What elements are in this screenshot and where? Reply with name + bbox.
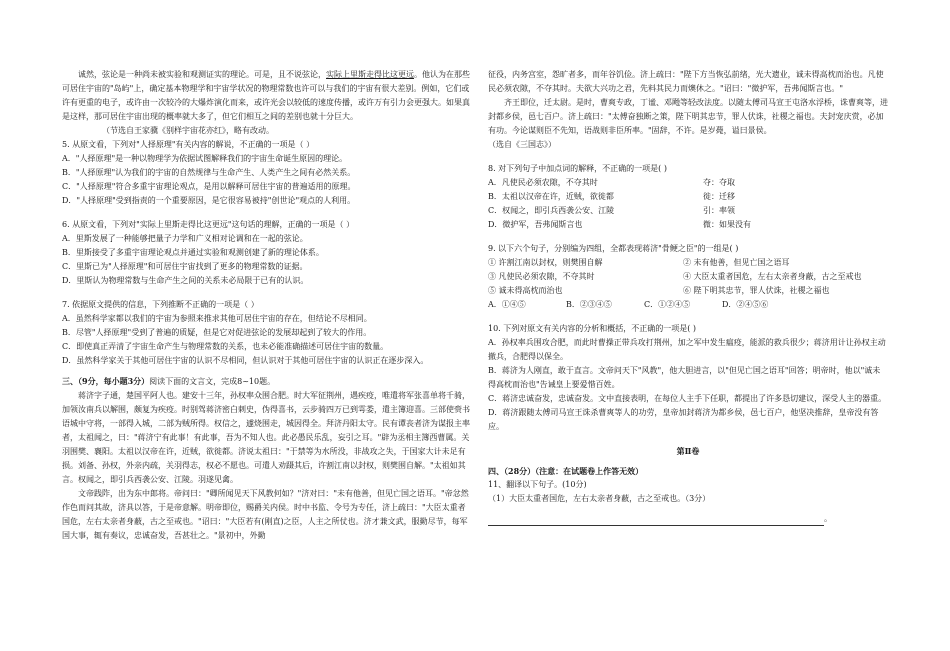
q10-option-c: C．蒋济忠诚奋发，忠诚奋发。文中直接表明，在每位人主手下任职，都提出了许多恳切建议，深受人主的器重。	[488, 394, 887, 403]
q10-stem: 10. 下列对原文有关内容的分析和概括，不正确的一项是( )	[488, 324, 697, 333]
q6-option-c: C．里斯已为"人择原理"和可居住宇宙找到了更多的物理常数的证据。	[62, 262, 308, 271]
q9-choices: A．①④⑤ B．②③④⑤ C．①②④⑤ D．②④⑤⑥	[488, 300, 769, 309]
q8-item-d: D．微护军，吾弗闻斯言也 微：如果没有	[488, 220, 751, 229]
q5-option-a: A．"人择原理"是一种以物理学为依据试图解释我们的宇宙生命诞生原因的理论。	[62, 154, 348, 163]
q5-option-c: C．"人择原理"符合多重宇宙理论观点，是用以解释可居住宇宙的普遍适用的原理。	[62, 182, 356, 191]
q11-stem: 11、翻译以下句子。(10分)	[488, 480, 587, 489]
classical-paragraph-1: 蒋济字子通，楚国平阿人也。建安十三年，孙权率众围合肥。时大军征荆州，遇疾疫，唯遣将军张喜单将千骑，加领汝南兵以解围，颇复为疾疫。时别驾蒋济密白刺史，伪得喜书，云步骑四万已到雩娄，遣主簿迎喜。三部使赍书语城中守将，一部得入城，二部为贼所得。权信之，遽烧围走，城因得全。拜济丹阳太守。民有谭丧者济为谋报主率者，太祖闻之，曰："蒋济宁有此事！有此事，吾为不知人也。此必愚民乐乱，妄引之耳。"辟为丞相主簿西曹属。关羽围樊、襄阳。太祖以汉帝在许，近贼，欲徙都。济说太祖曰："于禁等为水所没，非战攻之失，于国家大计未足有损。刘备、孙权，外亲内疏，关羽得志，权必不愿也。可遣人劝蹑其后，许割江南以封权，则樊围自解。"太祖如其言。权闻之，即引兵西袭公安、江陵。羽遂见禽。	[62, 391, 470, 484]
spacer	[488, 232, 888, 242]
q9-row-2: ③ 凡使民必须农隙，不夺其时 ④ 大臣太重者国危，左右太亲者身蔽，古之至戒也	[488, 272, 862, 281]
answer-line-row: 。	[488, 512, 888, 526]
section-4-heading: 四、（28分）（注意：在试题卷上作答无效）	[488, 466, 644, 476]
classical-paragraph-2: 文帝践阼，出为东中郎将。帝问曰："卿所闻见天下风教何如？"济对曰："未有他善，但见亡国之语耳。"帝忿然作色而问其故，济具以答，于是帝意解。明帝即位，赐爵关内侯。时中书监、令号为专任，济上疏曰："大臣太重者国危，左右太亲者身蔽，古之至戒也。"诏曰："大臣若有(刚直)之臣，人主之所仗也。济才兼文武，服勤尽节，每军国大事，辄有奏议，忠诚奋发，吾甚壮之。"景初中，外勤	[62, 489, 469, 540]
q6-stem: 6. 从原文看，下列对"实际上里斯走得比这更远"这句话的理解，正确的一项是（ ）	[62, 220, 355, 229]
q6-option-d: D．里斯认为物理常数与生命产生之间的关系未必局限于已有的认识。	[62, 276, 309, 285]
q9-stem: 9. 以下六个句子，分别编为四组，全都表现蒋济"骨鲠之臣"的一组是( )	[488, 244, 739, 253]
section-3-heading: 三、（9分，每小题3分）阅读下面的文言文，完成8~10题。	[62, 376, 276, 386]
spacer	[488, 152, 888, 162]
left-column	[62, 68, 470, 543]
q8-item-a: A．凡使民必须农隙，不夺其时 夺：夺取	[488, 178, 735, 187]
q7-option-d: D．虽然科学家关于其他可居住宇宙的认识不尽相同，但认识对于其他可居住宇宙的认识正在逐步深入。	[62, 356, 429, 365]
part-2-title: 第Ⅱ卷	[676, 446, 700, 456]
passage-source: （节选自王家骥《别样宇宙花亦红》，略有改动。	[102, 126, 274, 135]
q9-row-3: ⑤ 诚未得高枕而治也 ⑥ 陛下明其忠节，罪人伏诛，社稷之福也	[488, 286, 830, 295]
classical-paragraph-3: 齐王即位，迁太尉。是时，曹爽专政，丁谧、邓飏等轻改法度。以随太傅司马宣王屯洛水浮桥，诛曹爽等，进封都乡侯，邑七百户。济上疏曰："太傅奋独断之策，陛下明其忠节，罪人伏诛，社稷之福也。夫封宠庆赏，必加有功。今论谋则臣不先知，语战则非臣所率。"固辞，不许。是岁薨，谥曰景侯。	[488, 98, 888, 135]
q5-option-d: D．"人择原理"受到指责的一个重要原因，是它很容易被持"创世论"观点的人利用。	[62, 196, 356, 205]
q8-item-c: C．权闻之，即引兵西袭公安、江陵 引：率领	[488, 206, 735, 215]
q6-option-b: B．里斯接受了多重宇宙理论观点并通过实验和观测创建了新的理论体系。	[62, 248, 324, 257]
q7-option-b: B．尽管"人择原理"受到了普遍的质疑，但是它对促进弦论的发展却起到了较大的作用。	[62, 328, 372, 337]
q11-item-1: （1）大臣太重者国危，左右太亲者身蔽，古之至戒也。（3分）	[488, 494, 711, 503]
spacer	[488, 312, 888, 322]
q10-option-b: B．蒋济为人刚直，敢于直言。文帝问天下"风教"，他大胆进言，以"但见亡国之语耳"回答；明帝时，他以"诚未得高枕而治也"告诫皇上要爱惜百姓。	[488, 366, 881, 389]
answer-blank-line[interactable]	[488, 516, 824, 526]
underlined-quote: 实际上里斯走得比这更远	[326, 70, 414, 79]
passage-end: 诚然，弦论是一种尚未被实验和观测证实的理论。可是，且不说弦论，实际上里斯走得比这更远。他认为在那些可居住宇宙的"岛屿"上，确定基本物理学和宇宙学状况的物理常数也许可以与我们的宇宙有很大差别。例如，它们或许有更重的电子，或许由一次较冷的大爆炸演化而来，或许光会以较低的速度传播，或许万有引力会更强大。如果真是这样，那可居住宇宙出现的概率就大多了，但它们相互之间的差别也就十分巨大。	[62, 70, 470, 121]
q8-stem: 8. 对下列句子中加点词的解释，不正确的一项是( )	[488, 164, 667, 173]
q7-option-c: C．即使真正弄清了宇宙生命产生与物理常数的关系，也未必能准确描述可居住宇宙的数量。	[62, 342, 389, 351]
q6-option-a: A．里斯发展了一种能够把量子力学和广义相对论调和在一起的弦论。	[62, 234, 308, 243]
q10-option-d: D．蒋济跟随太傅司马宣王诛杀曹爽等人的功劳，皇帝加封蒋济为都乡侯，邑七百户，他坚决推辞，皇帝没有答应。	[488, 408, 879, 431]
q9-row-1: ① 许割江南以封权，则樊围自解 ② 未有他善，但见亡国之语耳	[488, 258, 790, 267]
q5-stem: 5. 从原文看，下列对"人择原理"有关内容的解说，不正确的一项是（ ）	[62, 140, 315, 149]
q5-option-b: B．"人择原理"认为我们的宇宙的自然规律与生命产生、人类产生之间有必然关系。	[62, 168, 356, 177]
spacer	[488, 434, 888, 444]
q8-item-b: B．太祖以汉帝在许，近贼，欲徙都 徙：迁移	[488, 192, 735, 201]
classical-source: （选自《三国志》）	[488, 140, 556, 149]
spacer	[62, 208, 470, 218]
q7-option-a: A．虽然科学家都以我们的宇宙为参照来推求其他可居住宇宙的存在，但结论不尽相同。	[62, 314, 372, 323]
right-column	[488, 68, 888, 526]
spacer	[62, 288, 470, 298]
q10-option-a: A．孙权率兵围攻合肥，而此时曹操正带兵攻打荆州，加之军中发生瘟疫，能派的救兵很少；蒋济用计让孙权主动撤兵，合肥得以保全。	[488, 338, 886, 361]
q7-stem: 7. 依据原文提供的信息，下列推断不正确的一项是（ ）	[62, 300, 259, 309]
classical-paragraph-2-cont: 征役，内务宫室，怨旷者多，而年谷饥俭。济上疏曰："陛下方当恢弘前绪，光大遗业，诚未得高枕而治也。凡使民必须农隙，不夺其时。夫欲大兴功之君，先料其民力而燠休之。"诏曰："微护军，吾弗闻斯言也。"	[488, 70, 884, 93]
